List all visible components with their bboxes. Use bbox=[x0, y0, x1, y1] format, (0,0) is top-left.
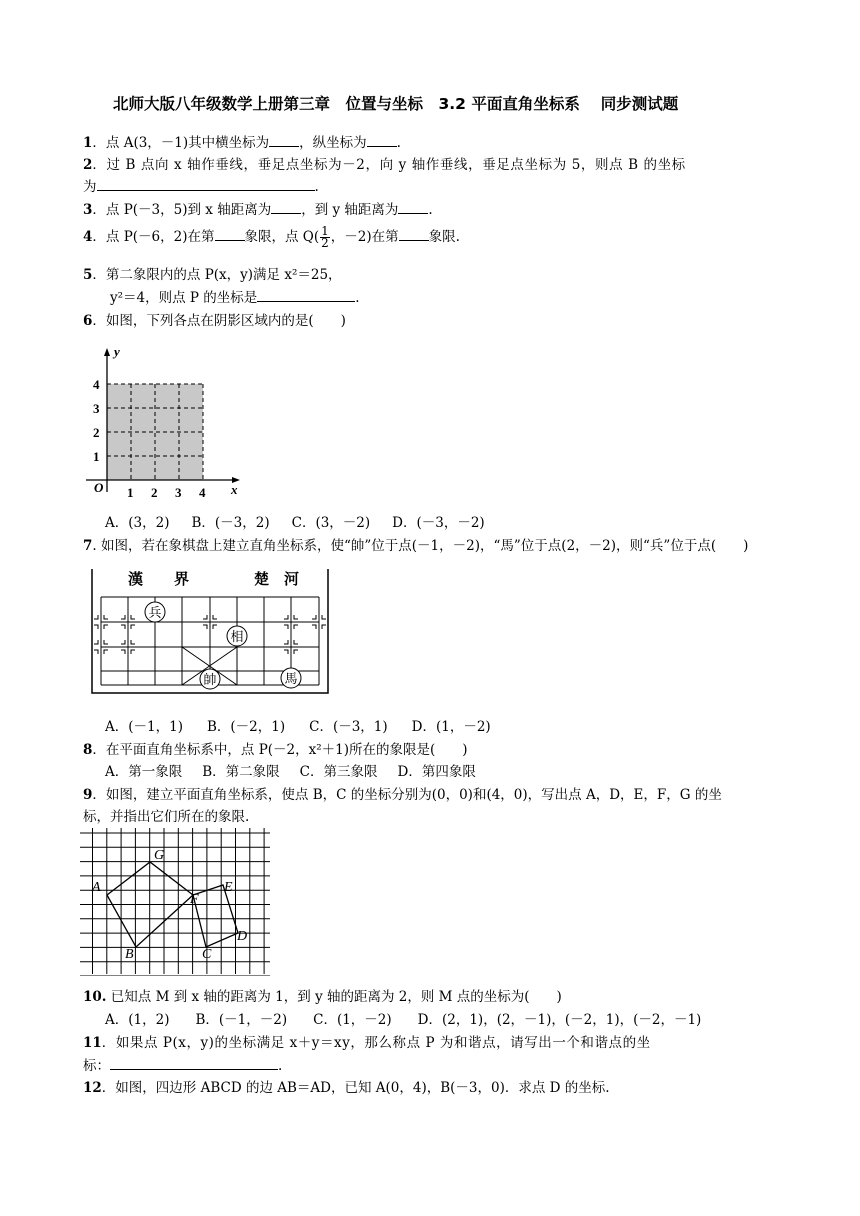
point-label-a: A bbox=[92, 880, 101, 895]
option-b[interactable]: B．第二象限 bbox=[202, 764, 280, 780]
question-number: 5 bbox=[83, 267, 93, 283]
piece-label: 相 bbox=[230, 629, 244, 644]
question-2 bbox=[83, 156, 686, 174]
river-text: 漢 bbox=[128, 572, 144, 588]
x-tick-label: 4 bbox=[199, 485, 206, 500]
question-text: 象限，点 Q( bbox=[244, 229, 320, 245]
question-text: ．点 P(－6，2)在第 bbox=[92, 229, 215, 245]
piece-label: 帥 bbox=[203, 672, 217, 687]
question-9 bbox=[83, 786, 722, 804]
options-6 bbox=[105, 514, 485, 532]
question-text: ．如图，下列各点在阴影区域内的是( ) bbox=[92, 313, 346, 329]
answer-blank[interactable] bbox=[271, 200, 301, 214]
option-b[interactable]: B．(－3，2) bbox=[191, 515, 270, 531]
answer-blank[interactable] bbox=[257, 288, 355, 302]
question-number: 9 bbox=[83, 787, 93, 803]
fraction bbox=[320, 226, 330, 249]
piece-label: 馬 bbox=[284, 671, 298, 686]
question-number: 12 bbox=[83, 1080, 102, 1096]
answer-blank[interactable] bbox=[215, 227, 245, 241]
question-text: 标： bbox=[83, 1058, 110, 1074]
question-number: 1 bbox=[83, 135, 93, 151]
grid-figure bbox=[80, 828, 272, 976]
option-c[interactable]: C．(1，－2) bbox=[313, 1012, 392, 1028]
option-a[interactable]: A．(3，2) bbox=[105, 515, 170, 531]
question-1 bbox=[83, 133, 401, 152]
question-number: 2 bbox=[83, 157, 93, 173]
answer-blank[interactable] bbox=[399, 227, 429, 241]
question-text: . bbox=[396, 135, 401, 151]
answer-blank[interactable] bbox=[110, 1056, 278, 1070]
question-3 bbox=[83, 200, 433, 219]
piece-ma bbox=[281, 668, 301, 688]
shaded-region-graph bbox=[84, 340, 254, 505]
option-d[interactable]: D．(2，1)，(2，－1)，(－2，1)，(－2，－1) bbox=[417, 1012, 702, 1028]
question-9-line2 bbox=[83, 808, 249, 826]
point-label-e: E bbox=[224, 880, 233, 895]
option-c[interactable]: C．(－3，1) bbox=[309, 719, 388, 735]
x-tick-label: 1 bbox=[127, 485, 134, 500]
chess-board-figure bbox=[88, 565, 333, 697]
fraction-numerator: 1 bbox=[321, 224, 329, 238]
question-number: 3 bbox=[83, 202, 93, 218]
point-label-g: G bbox=[154, 848, 165, 863]
question-12 bbox=[83, 1079, 610, 1097]
option-d[interactable]: D．(1，－2) bbox=[411, 719, 491, 735]
option-c[interactable]: C．(3，－2) bbox=[291, 515, 371, 531]
question-text: y²＝4，则点 P 的坐标是 bbox=[110, 290, 258, 306]
x-tick-label: 2 bbox=[151, 485, 158, 500]
question-number: 6 bbox=[83, 313, 93, 329]
question-11 bbox=[83, 1034, 651, 1052]
question-5-line2 bbox=[110, 288, 360, 307]
option-c[interactable]: C．第三象限 bbox=[299, 764, 378, 780]
question-10 bbox=[83, 988, 562, 1006]
question-number: 10. bbox=[83, 989, 107, 1005]
question-text: . bbox=[278, 1058, 283, 1074]
river-text: 河 bbox=[284, 572, 300, 588]
question-11-line2 bbox=[83, 1056, 282, 1075]
river-text: 楚 bbox=[254, 572, 270, 588]
question-number: 8 bbox=[83, 742, 93, 758]
point-label-c: C bbox=[202, 947, 212, 962]
y-tick-label: 2 bbox=[93, 425, 100, 440]
option-b[interactable]: B．(－1，－2) bbox=[195, 1012, 288, 1028]
question-text: ，－2)在第 bbox=[330, 229, 399, 245]
option-a[interactable]: A．(1，2) bbox=[105, 1012, 170, 1028]
option-d[interactable]: D．第四象限 bbox=[397, 764, 476, 780]
point-label-f: F bbox=[190, 892, 199, 907]
options-10 bbox=[105, 1011, 701, 1029]
piece-label: 兵 bbox=[148, 605, 162, 620]
origin-label: O bbox=[94, 480, 104, 495]
question-text: ．如果点 P(x，y)的坐标满足 x＋y＝xy，那么称点 P 为和谐点，请写出一个和谐点的坐 bbox=[101, 1035, 651, 1051]
question-text: . bbox=[428, 202, 433, 218]
question-text: . bbox=[314, 179, 319, 195]
option-b[interactable]: B．(－2，1) bbox=[206, 719, 286, 735]
page-title: 北师大版八年级数学上册第三章 位置与坐标 3.2 平面直角坐标系 同步测试题 bbox=[113, 95, 679, 113]
point-label-b: B bbox=[125, 947, 134, 962]
option-a[interactable]: A．第一象限 bbox=[105, 764, 183, 780]
x-tick-label: 3 bbox=[175, 485, 182, 500]
answer-blank[interactable] bbox=[398, 200, 428, 214]
question-text: ．点 A(3，－1)其中横坐标为 bbox=[92, 135, 270, 151]
question-number: 4 bbox=[83, 229, 93, 245]
x-axis-label: x bbox=[231, 482, 238, 497]
answer-blank[interactable] bbox=[269, 133, 299, 147]
question-text: 已知点 M 到 x 轴的距离为 1，到 y 轴的距离为 2，则 M 点的坐标为( ) bbox=[106, 989, 562, 1005]
y-arrow-icon bbox=[104, 348, 110, 356]
question-5 bbox=[83, 266, 342, 284]
river-text: 界 bbox=[174, 572, 190, 588]
y-tick-label: 4 bbox=[93, 377, 100, 392]
question-text: ，到 y 轴距离为 bbox=[301, 202, 399, 218]
option-d[interactable]: D．(－3，－2) bbox=[392, 515, 485, 531]
question-4 bbox=[83, 226, 460, 249]
piece-bing bbox=[145, 602, 165, 622]
question-text: 为 bbox=[83, 179, 97, 195]
question-text: ．如图，建立平面直角坐标系，使点 B，C 的坐标分别为(0，0)和(4，0)，写出点 A，D，E，F，G 的坐 bbox=[92, 787, 722, 803]
answer-blank[interactable] bbox=[367, 133, 397, 147]
question-2-line2 bbox=[83, 177, 319, 196]
question-text: . 如图，若在象棋盘上建立直角坐标系，使“帥”位于点(－1，－2)，“馬”位于点(2，－2)，则“兵”位于点( ) bbox=[92, 538, 749, 554]
options-7 bbox=[105, 718, 491, 736]
question-8 bbox=[83, 741, 468, 759]
answer-blank[interactable] bbox=[97, 177, 315, 191]
y-tick-label: 3 bbox=[93, 401, 100, 416]
question-text: ．点 P(－3，5)到 x 轴距离为 bbox=[92, 202, 272, 218]
point-label-d: D bbox=[237, 929, 248, 944]
question-number: 11 bbox=[83, 1035, 102, 1051]
question-text: ．过 B 点向 x 轴作垂线，垂足点坐标为－2，向 y 轴作垂线，垂足点坐标为 5，则点 B 的坐标 bbox=[92, 157, 686, 173]
question-number: 7 bbox=[83, 538, 93, 554]
question-7 bbox=[83, 537, 748, 555]
options-8 bbox=[105, 763, 476, 781]
option-a[interactable]: A．(－1，1) bbox=[105, 719, 183, 735]
fraction-denominator: 2 bbox=[321, 236, 329, 250]
question-6 bbox=[83, 312, 346, 330]
question-text: ．如图，四边形 ABCD 的边 AB＝AD，已知 A(0，4)，B(－3，0)．求点 D 的坐标. bbox=[101, 1080, 610, 1096]
piece-xiang bbox=[227, 626, 247, 646]
question-text: . bbox=[355, 290, 360, 306]
piece-shuai bbox=[200, 669, 220, 689]
question-text: ．第二象限内的点 P(x，y)满足 x²＝25， bbox=[92, 267, 342, 283]
question-text: 象限. bbox=[428, 229, 460, 245]
question-text: ．在平面直角坐标系中，点 P(－2，x²＋1)所在的象限是( ) bbox=[92, 742, 468, 758]
question-text: 标，并指出它们所在的象限. bbox=[83, 809, 250, 825]
y-tick-label: 1 bbox=[93, 449, 100, 464]
question-text: ，纵坐标为 bbox=[299, 135, 367, 151]
y-axis-label: y bbox=[114, 344, 120, 359]
